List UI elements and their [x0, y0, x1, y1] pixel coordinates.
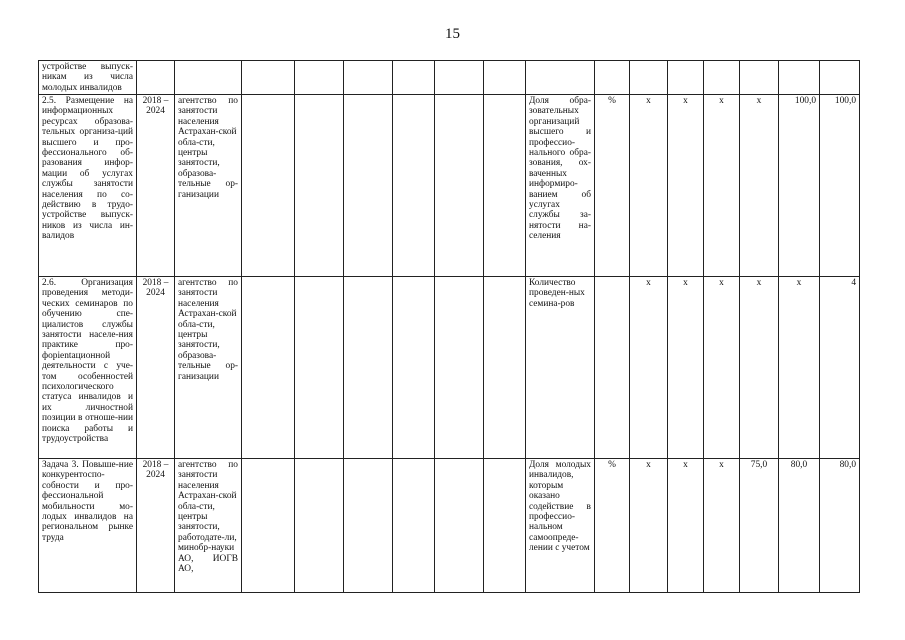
value-2020: x [668, 95, 704, 277]
indicator: Доля молодых инвалидов, которым оказано содействие в профессио-нальном самоопреде-лении с учетом [526, 459, 595, 593]
executor: агентство по занятости населения Астрахан-ской обла-сти, центры занятости, образова-тельные ор-ганизации [175, 95, 242, 277]
continuation-row [39, 61, 860, 95]
task-name: Задача 3. Повыше-ние конкурентоспо-собности и про-фессиональной мобильности мо-лодых инвалидов на региональном рынке труда [39, 459, 137, 593]
value-2019: x [630, 277, 668, 459]
table-row [39, 277, 860, 459]
value-2019: x [630, 459, 668, 593]
unit [595, 277, 630, 459]
indicator: Доля обра-зовательных организаций высшего и профессио-нального обра-зования, ох-ваченных информиро-ванием об услугах службы за-нятости на-селения [526, 95, 595, 277]
period: 2018 – 2024 [137, 459, 175, 593]
value-2020: x [668, 277, 704, 459]
executor: агентство по занятости населения Астрахан-ской обла-сти, центры занятости, работодате-ли, минобр-науки АО, ИОГВ АО, [175, 459, 242, 593]
value-2021: x [704, 459, 740, 593]
activity-name: 2.5. Размещение на информационных ресурсах образова-тельных организа-ций высшего и про-фессионального об-разования инфор-мации об услугах службы занятости населения по со-действию в трудо-устройстве выпуск-ников из числа ин-валидов [39, 95, 137, 277]
program-table [38, 60, 860, 593]
continuation-text: устройстве выпуск-никам из числа молодых инвалидов [39, 61, 137, 95]
page-number: 15 [445, 26, 460, 42]
period: 2018 – 2024 [137, 95, 175, 277]
value-2022: 75,0 [740, 459, 779, 593]
table-row [39, 459, 860, 593]
value-2022: x [740, 277, 779, 459]
value-2023: 100,0 [779, 95, 820, 277]
value-2023: x [779, 277, 820, 459]
value-2024: 100,0 [820, 95, 860, 277]
value-2019: x [630, 95, 668, 277]
value-2021: x [704, 277, 740, 459]
value-2024: 80,0 [820, 459, 860, 593]
value-2022: x [740, 95, 779, 277]
indicator: Количество проведен-ных семина-ров [526, 277, 595, 459]
period: 2018 – 2024 [137, 277, 175, 459]
executor: агентство по занятости населения Астрахан-ской обла-сти, центры занятости, образова-тельные ор-ганизации [175, 277, 242, 459]
value-2021: x [704, 95, 740, 277]
unit: % [595, 95, 630, 277]
value-2020: x [668, 459, 704, 593]
activity-name: 2.6. Организация проведения методи-ческих семинаров по обучению спе-циалистов службы занятости населе-ния практике про-форientационной деятельности с уче-том особенностей психологического статуса инвалидов и их личностной позиции в отноше-нии поиска работы и трудоустройства [39, 277, 137, 459]
table-row [39, 95, 860, 277]
unit: % [595, 459, 630, 593]
value-2023: 80,0 [779, 459, 820, 593]
value-2024: 4 [820, 277, 860, 459]
